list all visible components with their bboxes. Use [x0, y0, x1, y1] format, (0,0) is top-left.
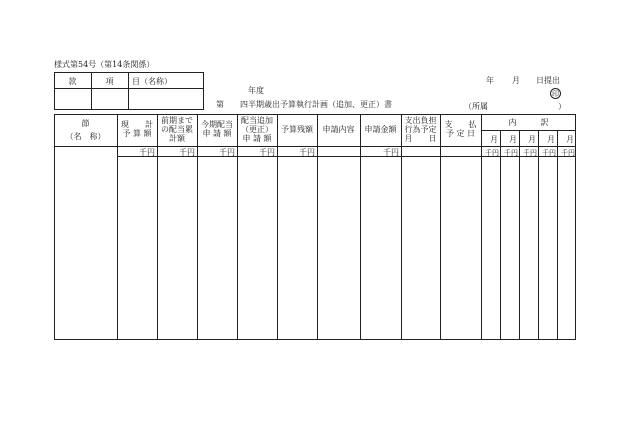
month-col-1: 月 [490, 135, 498, 144]
form-number: 様式第54号（第14条関係） [54, 60, 155, 69]
kou-label: 項 [105, 77, 114, 86]
kan-label: 款 [68, 77, 77, 86]
moku-label: 目（名称） [132, 77, 172, 86]
header-tsuika: 配当追加 [241, 116, 273, 125]
unit-kingaku: 千円 [383, 148, 399, 157]
header-shiharai-2: 予 定 日 [445, 129, 476, 138]
header-tsuika-2: （更正） [241, 125, 273, 134]
unit-tsuika: 千円 [259, 148, 275, 157]
department-open: （所属 [464, 102, 488, 111]
header-kingaku: 申請金額 [364, 125, 397, 134]
header-tsuika-3: 申 請 額 [242, 134, 272, 143]
unit-month-3: 千円 [523, 149, 537, 157]
header-shishutsu-2: 行為予定 [404, 125, 437, 134]
unit-genkei: 千円 [139, 148, 155, 157]
header-shishutsu-3: 月 日 [404, 134, 437, 143]
unit-zenki: 千円 [179, 148, 195, 157]
header-shishutsu: 支出負担 [404, 116, 437, 125]
fiscal-year-label: 年度 [248, 86, 264, 95]
unit-month-1: 千円 [485, 149, 499, 157]
header-uchiwake: 内 訳 [508, 118, 549, 127]
unit-month-4: 千円 [542, 149, 556, 157]
date-month: 月 [512, 76, 520, 85]
header-zenki: 前期まで [161, 116, 193, 125]
month-col-5: 月 [566, 135, 574, 144]
header-genkei-2: 予 算 額 [122, 129, 152, 138]
month-col-3: 月 [528, 135, 536, 144]
header-genkei: 現 計 [121, 120, 153, 129]
date-year: 年 [486, 76, 494, 85]
header-konki-2: 申 請 額 [202, 129, 232, 138]
quarter-prefix: 第 [216, 100, 224, 109]
seal-icon: 印 [552, 90, 559, 98]
header-zangaku: 予算残額 [281, 125, 313, 134]
header-setsu-name: （名 称） [65, 132, 106, 141]
header-konki: 今期配当 [201, 120, 233, 129]
unit-month-2: 千円 [504, 149, 518, 157]
month-col-4: 月 [547, 135, 555, 144]
header-zenki-2: の配当累 [161, 125, 193, 134]
header-shiharai: 支 払 [444, 120, 477, 129]
unit-konki: 千円 [219, 148, 235, 157]
document-title: 四半期歳出予算執行計画（追加、更正）書 [240, 100, 392, 109]
department-close: ） [558, 102, 566, 111]
date-day-submit: 日提出 [536, 76, 560, 85]
unit-zangaku: 千円 [299, 148, 315, 157]
header-naiyo: 申請内容 [322, 125, 355, 134]
unit-month-5: 千円 [561, 149, 575, 157]
month-col-2: 月 [509, 135, 517, 144]
header-zenki-3: 計額 [169, 134, 185, 143]
header-setsu: 節 [81, 119, 90, 128]
